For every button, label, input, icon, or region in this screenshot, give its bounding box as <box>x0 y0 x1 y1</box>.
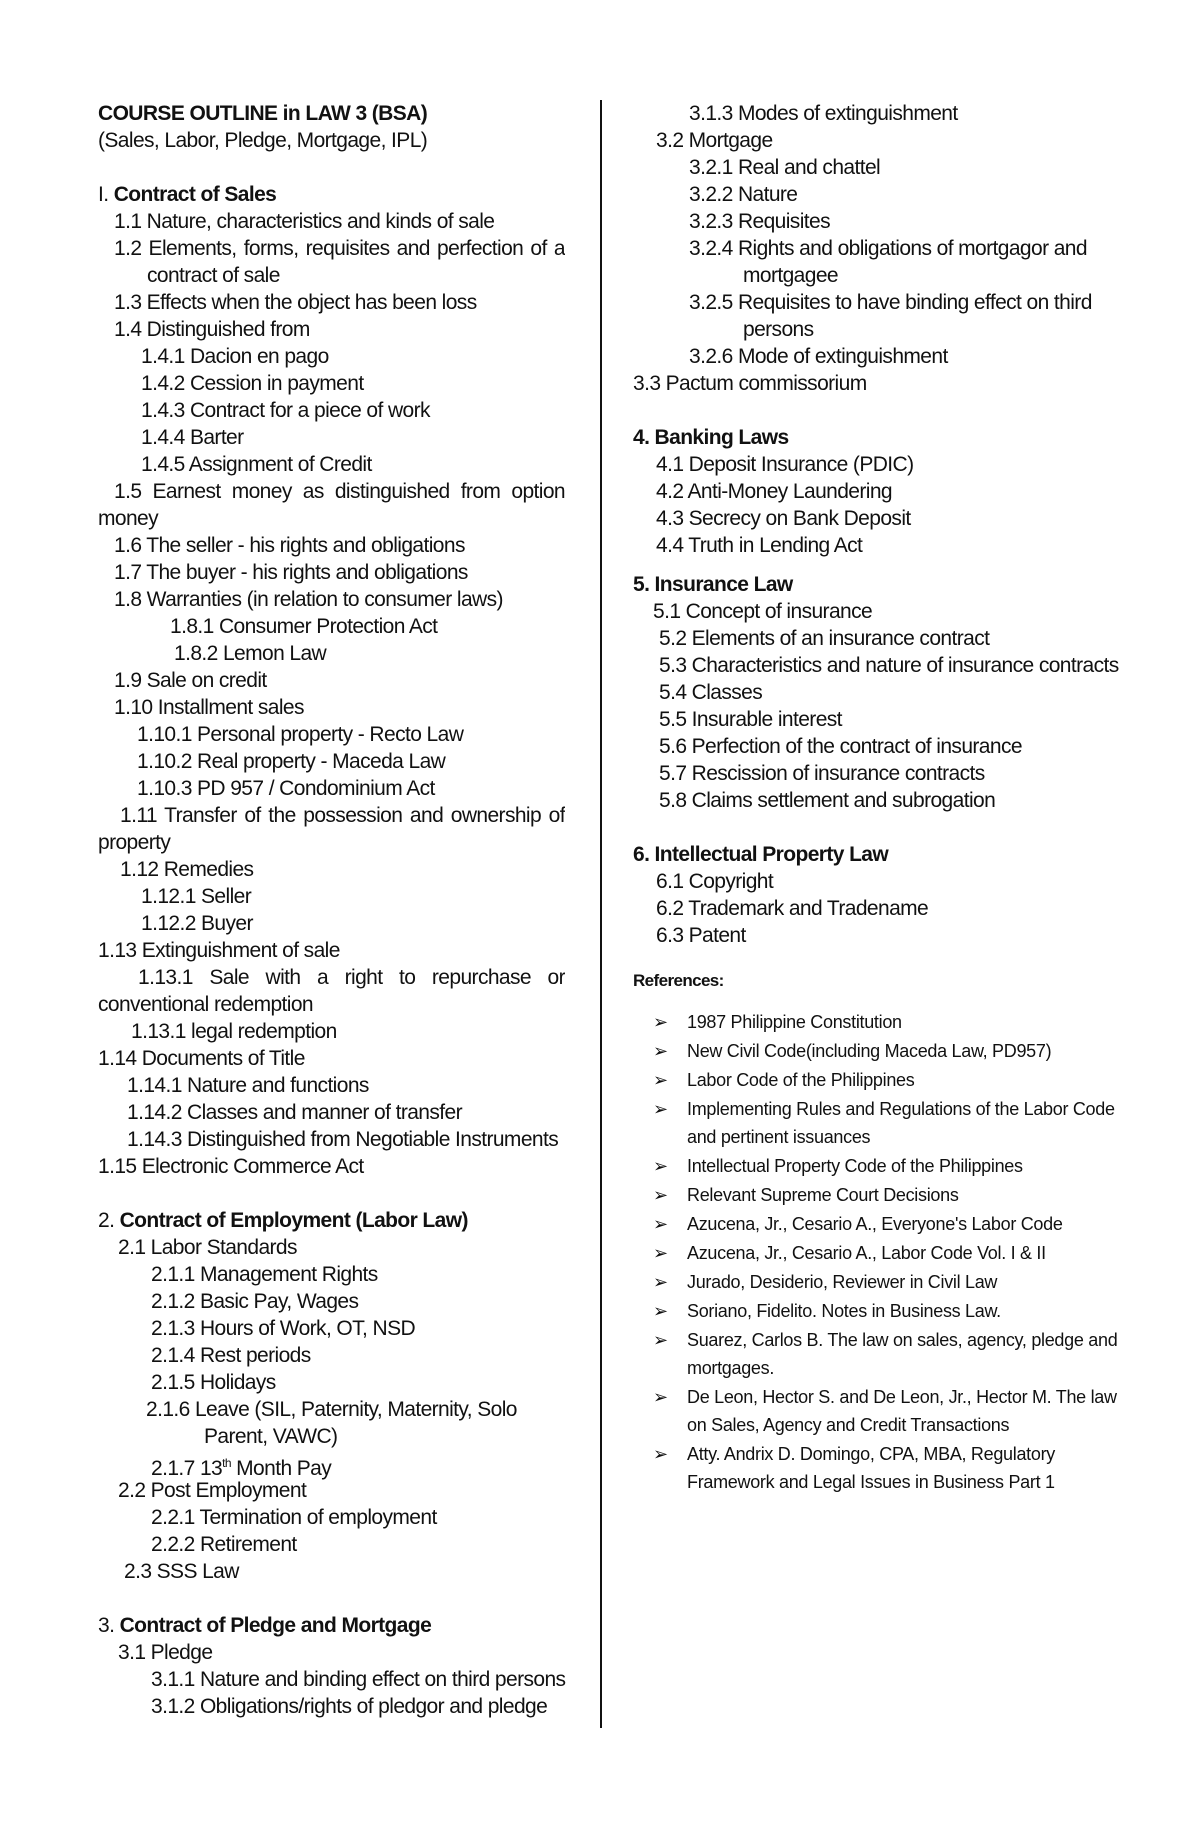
reference-item <box>633 1440 1133 1496</box>
outline-item: 2.1.6 Leave (SIL, Paternity, Maternity, Solo <box>146 1398 517 1421</box>
reference-item <box>633 1008 1133 1036</box>
outline-item: Parent, VAWC) <box>204 1425 338 1448</box>
outline-item: 2.1.5 Holidays <box>151 1371 276 1394</box>
reference-item <box>633 1037 1133 1065</box>
reference-text: Atty. Andrix D. Domingo, CPA, MBA, Regulatory Framework and Legal Issues in Business Part 1 <box>687 1444 1055 1492</box>
outline-item: 6.1 Copyright <box>656 870 774 893</box>
outline-item: 1.1 Nature, characteristics and kinds of sale <box>114 210 495 233</box>
outline-item: 1.5 Earnest money as distinguished from option <box>114 480 565 503</box>
reference-text: Relevant Supreme Court Decisions <box>687 1185 959 1205</box>
arrow-bullet-icon: ➢ <box>653 1387 668 1407</box>
outline-item: persons <box>743 318 814 341</box>
outline-item: mortgagee <box>743 264 838 287</box>
arrow-bullet-icon: ➢ <box>653 1243 668 1263</box>
outline-item: 1.8.2 Lemon Law <box>174 642 327 665</box>
reference-text: Implementing Rules and Regulations of the Labor Code and pertinent issuances <box>687 1099 1115 1147</box>
outline-item: 5.4 Classes <box>659 681 763 704</box>
arrow-bullet-icon: ➢ <box>653 1301 668 1321</box>
outline-item: 3.2 Mortgage <box>656 129 773 152</box>
outline-item: 1.10 Installment sales <box>114 696 304 719</box>
arrow-bullet-icon: ➢ <box>653 1012 668 1032</box>
outline-item: 4.4 Truth in Lending Act <box>656 534 863 557</box>
outline-item: 1.12.2 Buyer <box>141 912 253 935</box>
outline-item: 6.3 Patent <box>656 924 746 947</box>
outline-item: 3.1.2 Obligations/rights of pledgor and pledge <box>151 1695 548 1718</box>
outline-item: 1.10.1 Personal property - Recto Law <box>137 723 464 746</box>
outline-item: 1.9 Sale on credit <box>114 669 267 692</box>
outline-item: 3.1.3 Modes of extinguishment <box>689 102 958 125</box>
right-column <box>633 100 1133 1497</box>
outline-item: 1.15 Electronic Commerce Act <box>98 1155 364 1178</box>
outline-item: 1.11 Transfer of the possession and ownership of <box>120 804 565 827</box>
arrow-bullet-icon: ➢ <box>653 1099 668 1119</box>
outline-item: money <box>98 507 159 530</box>
arrow-bullet-icon: ➢ <box>653 1070 668 1090</box>
outline-item: 5.7 Rescission of insurance contracts <box>659 762 985 785</box>
section-5-heading: 5. Insurance Law <box>633 573 793 596</box>
outline-item: 2.1.1 Management Rights <box>151 1263 378 1286</box>
outline-item: 5.6 Perfection of the contract of insurance <box>659 735 1022 758</box>
arrow-bullet-icon: ➢ <box>653 1214 668 1234</box>
document-subtitle: (Sales, Labor, Pledge, Mortgage, IPL) <box>98 129 428 152</box>
outline-item: 3.2.3 Requisites <box>689 210 830 233</box>
outline-item: 1.14.1 Nature and functions <box>127 1074 369 1097</box>
outline-item: 1.4.2 Cession in payment <box>141 372 364 395</box>
outline-item: 5.3 Characteristics and nature of insurance contracts <box>659 654 1119 677</box>
outline-item: 5.8 Claims settlement and subrogation <box>659 789 996 812</box>
left-column <box>98 100 565 1720</box>
outline-item: 1.12 Remedies <box>120 858 254 881</box>
outline-item: 2.1 Labor Standards <box>118 1236 297 1259</box>
outline-item: 4.3 Secrecy on Bank Deposit <box>656 507 911 530</box>
section-3-heading: 3. Contract of Pledge and Mortgage <box>98 1614 432 1637</box>
outline-item: 3.1 Pledge <box>118 1641 213 1664</box>
section-4-heading: 4. Banking Laws <box>633 426 789 449</box>
outline-item: 1.3 Effects when the object has been loss <box>114 291 477 314</box>
reference-item <box>633 1239 1133 1267</box>
outline-item: 5.2 Elements of an insurance contract <box>659 627 990 650</box>
outline-item: 1.4.4 Barter <box>141 426 244 449</box>
outline-item: 2.1.4 Rest periods <box>151 1344 311 1367</box>
outline-item: 1.6 The seller - his rights and obligations <box>114 534 465 557</box>
outline-item: 1.4 Distinguished from <box>114 318 310 341</box>
arrow-bullet-icon: ➢ <box>653 1272 668 1292</box>
outline-item: 3.2.4 Rights and obligations of mortgagor and <box>689 237 1087 260</box>
reference-item <box>633 1210 1133 1238</box>
outline-item: 1.14.2 Classes and manner of transfer <box>127 1101 462 1124</box>
arrow-bullet-icon: ➢ <box>653 1185 668 1205</box>
outline-item: 3.1.1 Nature and binding effect on third persons <box>151 1668 566 1691</box>
outline-item: 1.4.5 Assignment of Credit <box>141 453 372 476</box>
outline-item: 1.7 The buyer - his rights and obligations <box>114 561 468 584</box>
reference-text: Azucena, Jr., Cesario A., Everyone's Labor Code <box>687 1214 1063 1234</box>
reference-text: Labor Code of the Philippines <box>687 1070 915 1090</box>
outline-item: 2.1.2 Basic Pay, Wages <box>151 1290 359 1313</box>
reference-item <box>633 1383 1133 1439</box>
reference-text: Soriano, Fidelito. Notes in Business Law. <box>687 1301 1001 1321</box>
document-title: COURSE OUTLINE in LAW 3 (BSA) <box>98 102 428 125</box>
reference-item <box>633 1268 1133 1296</box>
outline-item: 1.8 Warranties (in relation to consumer laws) <box>114 588 503 611</box>
reference-item <box>633 1181 1133 1209</box>
arrow-bullet-icon: ➢ <box>653 1330 668 1350</box>
outline-item: 5.5 Insurable interest <box>659 708 842 731</box>
reference-item <box>633 1066 1133 1094</box>
reference-text: Intellectual Property Code of the Philippines <box>687 1156 1023 1176</box>
reference-item <box>633 1095 1133 1151</box>
outline-item: conventional redemption <box>98 993 314 1016</box>
outline-item: 2.2.1 Termination of employment <box>151 1506 437 1529</box>
outline-item: 2.2 Post Employment <box>118 1479 307 1502</box>
outline-item: 4.1 Deposit Insurance (PDIC) <box>656 453 914 476</box>
reference-text: 1987 Philippine Constitution <box>687 1012 902 1032</box>
section-6-heading: 6. Intellectual Property Law <box>633 843 889 866</box>
outline-item: 3.2.1 Real and chattel <box>689 156 881 179</box>
outline-item: 2.1.3 Hours of Work, OT, NSD <box>151 1317 416 1340</box>
section-1-heading: I. Contract of Sales <box>98 183 277 206</box>
reference-item <box>633 1297 1133 1325</box>
outline-item: 6.2 Trademark and Tradename <box>656 897 929 920</box>
outline-item: contract of sale <box>147 264 280 287</box>
outline-item: 3.2.5 Requisites to have binding effect on third <box>689 291 1092 314</box>
reference-text: Suarez, Carlos B. The law on sales, agency, pledge and mortgages. <box>687 1330 1118 1378</box>
outline-item: 1.13 Extinguishment of sale <box>98 939 340 962</box>
outline-item: property <box>98 831 171 854</box>
outline-item: 1.13.1 Sale with a right to repurchase or <box>138 966 565 989</box>
outline-item: 2.3 SSS Law <box>124 1560 239 1583</box>
outline-item: 2.2.2 Retirement <box>151 1533 297 1556</box>
outline-item: 4.2 Anti-Money Laundering <box>656 480 893 503</box>
reference-text: New Civil Code(including Maceda Law, PD957) <box>687 1041 1052 1061</box>
outline-item: 1.12.1 Seller <box>141 885 252 908</box>
outline-item: 5.1 Concept of insurance <box>653 600 873 623</box>
outline-item: 3.3 Pactum commissorium <box>633 372 867 395</box>
outline-item: 1.14 Documents of Title <box>98 1047 305 1070</box>
references-list <box>633 1008 1133 1496</box>
outline-item: 1.10.3 PD 957 / Condominium Act <box>137 777 435 800</box>
outline-item: 1.4.3 Contract for a piece of work <box>141 399 430 422</box>
arrow-bullet-icon: ➢ <box>653 1041 668 1061</box>
reference-text: De Leon, Hector S. and De Leon, Jr., Hector M. The law on Sales, Agency and Credit Transactions <box>687 1387 1117 1435</box>
outline-item: 1.14.3 Distinguished from Negotiable Instruments <box>127 1128 559 1151</box>
arrow-bullet-icon: ➢ <box>653 1444 668 1464</box>
outline-item: 1.4.1 Dacion en pago <box>141 345 329 368</box>
references-heading: References: <box>633 971 724 990</box>
outline-item: 3.2.6 Mode of extinguishment <box>689 345 948 368</box>
reference-text: Jurado, Desiderio, Reviewer in Civil Law <box>687 1272 998 1292</box>
outline-item: 3.2.2 Nature <box>689 183 798 206</box>
column-divider <box>600 100 602 1728</box>
outline-item: 1.8.1 Consumer Protection Act <box>170 615 438 638</box>
outline-item: 1.2 Elements, forms, requisites and perfection of a <box>114 237 565 260</box>
outline-item: 1.13.1 legal redemption <box>131 1020 337 1043</box>
reference-text: Azucena, Jr., Cesario A., Labor Code Vol. I & II <box>687 1243 1046 1263</box>
outline-item: 1.10.2 Real property - Maceda Law <box>137 750 446 773</box>
outline-item: 2.1.7 13th Month Pay <box>151 1456 332 1480</box>
reference-item <box>633 1152 1133 1180</box>
reference-item <box>633 1326 1133 1382</box>
arrow-bullet-icon: ➢ <box>653 1156 668 1176</box>
section-2-heading: 2. Contract of Employment (Labor Law) <box>98 1209 468 1232</box>
